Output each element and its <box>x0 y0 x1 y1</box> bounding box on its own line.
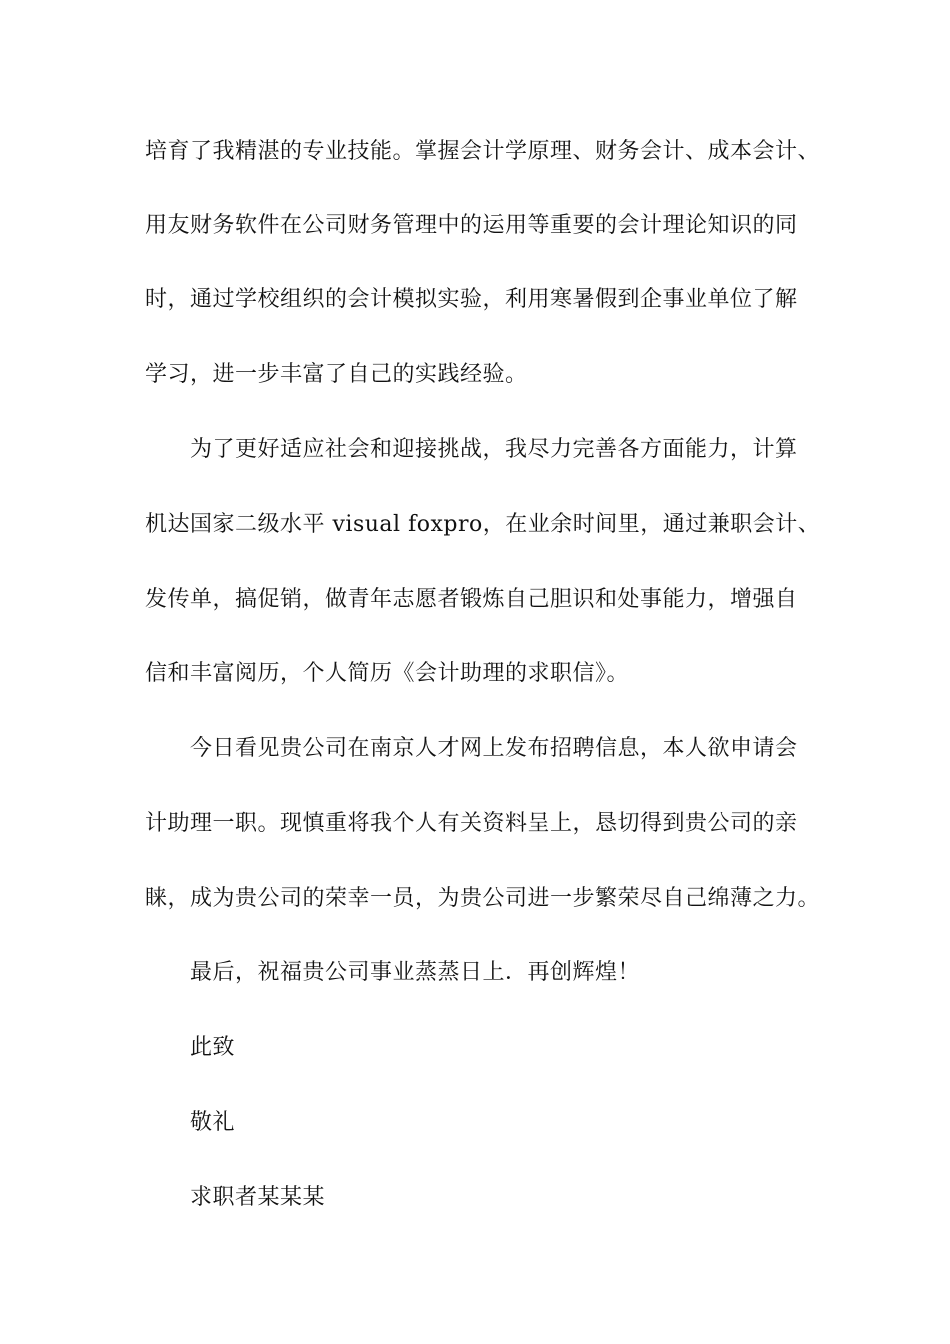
signature-line: 求职者某某某 <box>190 1185 326 1210</box>
paragraph-1-line-3: 时，通过学校组织的会计模拟实验，利用寒暑假到企事业单位了解 <box>145 287 798 312</box>
paragraph-1-line-4: 学习，进一步丰富了自己的实践经验。 <box>145 362 528 387</box>
paragraph-2-line-1: 为了更好适应社会和迎接挑战，我尽力完善各方面能力，计算 <box>190 437 798 462</box>
paragraph-1-line-2: 用友财务软件在公司财务管理中的运用等重要的会计理论知识的同 <box>145 213 798 238</box>
paragraph-3-line-1: 今日看见贵公司在南京人才网上发布招聘信息，本人欲申请会 <box>190 736 798 761</box>
paragraph-2-line-2: 机达国家二级水平 visual foxpro，在业余时间里，通过兼职会计、 <box>145 512 821 537</box>
paragraph-2-line-4: 信和丰富阅历，个人简历《会计助理的求职信》。 <box>145 661 630 686</box>
paragraph-3-line-2: 计助理一职。现慎重将我个人有关资料呈上，恳切得到贵公司的亲 <box>145 811 798 836</box>
closing-line: 最后，祝福贵公司事业蒸蒸日上．再创辉煌！ <box>190 960 641 985</box>
paragraph-2-line-3: 发传单，搞促销，做青年志愿者锻炼自己胆识和处事能力，增强自 <box>145 587 798 612</box>
salutation-line-2: 敬礼 <box>190 1110 236 1135</box>
salutation-line-1: 此致 <box>190 1035 236 1060</box>
paragraph-1-line-1: 培育了我精湛的专业技能。掌握会计学原理、财务会计、成本会计、 <box>145 139 821 164</box>
paragraph-3-line-3: 睐，成为贵公司的荣幸一员，为贵公司进一步繁荣尽自己绵薄之力。 <box>145 886 821 911</box>
